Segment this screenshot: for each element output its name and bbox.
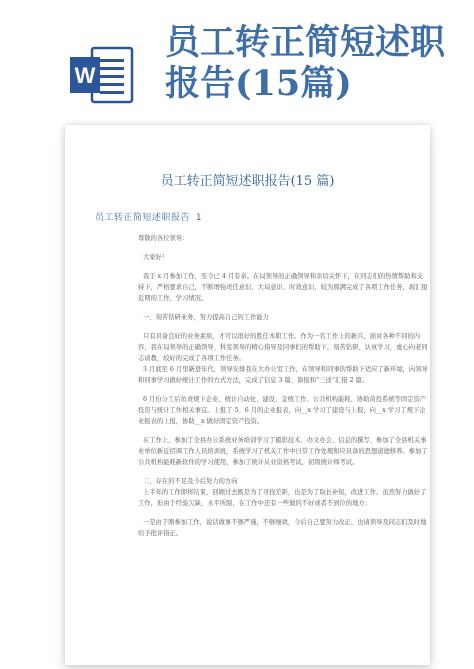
word-doc-icon [70, 45, 138, 105]
document-body [138, 233, 428, 539]
document-page [65, 125, 430, 665]
page-title [165, 22, 465, 104]
page-title-line2: 报告(15篇) [165, 63, 352, 104]
paragraph: 在工作上，参加了全县办公系统业务培训学习了摄影技术、办文办会、信息的撰写、参加了全县机关事业单位新近招调工作人员培训班，系统学习了机关工作中日常工作处理和应具备的思想道德修养。参加了公共机构能耗新软件的学习使用，参加了统计从业资格考试，初级统计师考试。 [138, 437, 428, 466]
paragraph-heading: 一、刻苦钻研业务，努力提高自己的工作能力 [143, 314, 269, 321]
paragraph: 只有具备良好的业务素质，才可以很好的胜任本职工作。作为一名工作上的新兵，面对各种不同的内容，我在局领导的正确领导、科室领导的精心指导及同事们的帮助下，刻苦钻研、认真学习，虚心向老同志请教，较好的完成了各项工作任务。 [138, 333, 428, 362]
paragraph-salutation: 尊敬的各位领导： [138, 235, 189, 242]
paragraph: 一是由于刚参加工作，说话做事不够严谨，不够细致，今后自己要努力改正，也请领导及同志们及时地给予批评指正。 [138, 519, 427, 537]
paragraph: 上半年的工作即将结束，回顾过去既是为了寻找差距，也是为了取长补短，改进工作。虽然努力做好了工作，但由于经验欠缺，水平所限，在工作中还有一些做的不好或者不到位的地方： [138, 489, 427, 507]
paragraph-heading: 二、存在的不足及今后努力的方向 [143, 478, 238, 485]
paragraph-greeting: 大家好！ [143, 254, 169, 261]
document-title: 员工转正简短述职报告(15 篇) [160, 174, 335, 189]
header-banner [0, 0, 474, 120]
word-letter: W [74, 63, 96, 88]
section-heading: 员工转正简短述职报告 1 [95, 213, 202, 223]
paragraph: 3 月底至 6 月里新进年代，领导安排我在大办公室工作，在领导和同事的帮助下适应了新环境，向领导和同事学习做好统计工作的方式方法，完成了信息 3 篇、简报和“三送”汇报 2 篇。 [138, 366, 428, 384]
paragraph: 6 月份分工后负责规下企业、统计自动化、建设、金统工作、公共机构能耗、协助黄投系统等固定资产投资与统计工作相关事宜。上报了 5、6 月的企业报表，向__x 学习了建设与上报，向__x 学习了规下企业报表的上报，协助__x 做好固定资产投资。 [138, 396, 427, 425]
page-title-line1: 员工转正简短述职 [165, 22, 446, 63]
paragraph: 我于 x 月参加工作，至今已 4 月有余。在局领导的正确领导和亲切关怀下，在同志们的热情帮助和支持下，严格要求自己，不断增强责任意识、大局意识、时效意识，较为圆满完成了各项工作任务，现汇报近期的工作、学习情况。 [138, 273, 428, 302]
